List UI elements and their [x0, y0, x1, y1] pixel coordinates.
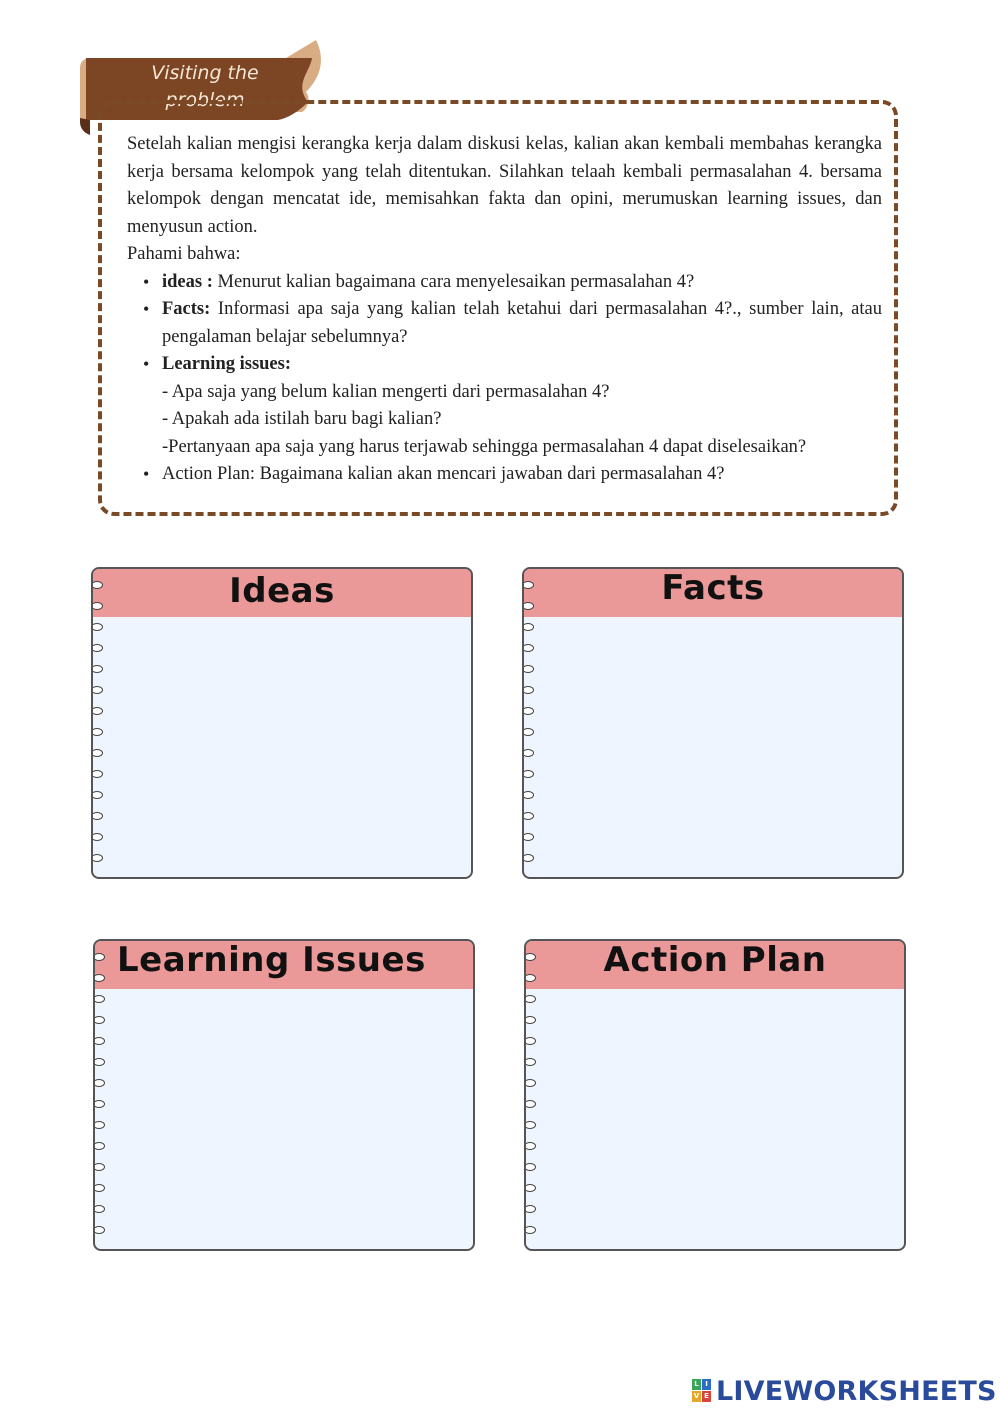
logo-mark-icon — [692, 1379, 712, 1403]
instruction-content — [127, 131, 882, 489]
bullet-text-ideas: Menurut kalian bagaimana cara menyelesaikan permasalahan 4? — [212, 271, 695, 292]
spiral-ring-icon — [93, 1142, 105, 1150]
spiral-ring-icon — [524, 974, 536, 982]
spiral-ring-icon — [91, 623, 103, 631]
bullet-text-action-plan: Action Plan: Bagaimana kalian akan mencari jawaban dari permasalahan 4? — [162, 464, 725, 484]
spiral-ring-icon — [522, 770, 534, 778]
spiral-ring-icon — [524, 1079, 536, 1087]
facts-card-rings — [522, 581, 536, 871]
spiral-ring-icon — [522, 707, 534, 715]
spiral-ring-icon — [522, 812, 534, 820]
spiral-ring-icon — [522, 833, 534, 841]
spiral-ring-icon — [93, 953, 105, 961]
spiral-ring-icon — [524, 1184, 536, 1192]
bullet-text-facts: Informasi apa saja yang kalian telah ketahui dari permasalahan 4?., sumber lain, atau pengalaman belajar sebelumnya? — [162, 299, 882, 347]
ideas-card-title: Ideas — [229, 571, 335, 611]
learning-issues-card[interactable] — [93, 939, 475, 1251]
ideas-card-rings — [91, 581, 105, 871]
spiral-ring-icon — [522, 665, 534, 673]
spiral-ring-icon — [524, 1100, 536, 1108]
spiral-ring-icon — [93, 1226, 105, 1234]
spiral-ring-icon — [91, 602, 103, 610]
spiral-ring-icon — [524, 1226, 536, 1234]
spiral-ring-icon — [522, 686, 534, 694]
liveworksheets-logo — [692, 1374, 997, 1408]
ribbon-title: Visiting the problem — [151, 62, 259, 111]
spiral-ring-icon — [93, 995, 105, 1003]
learning-issues-card-rings — [93, 953, 107, 1243]
spiral-ring-icon — [91, 707, 103, 715]
bullet-label-learning-issues: Learning issues: — [162, 354, 292, 374]
spiral-ring-icon — [524, 1142, 536, 1150]
learning-issues-card-title: Learning Issues — [117, 940, 426, 980]
learning-issue-sub-1: - Apa saja yang belum kalian mengerti dari permasalahan 4? — [162, 381, 610, 402]
spiral-ring-icon — [93, 1037, 105, 1045]
spiral-ring-icon — [524, 1205, 536, 1213]
spiral-ring-icon — [522, 581, 534, 589]
spiral-ring-icon — [93, 1100, 105, 1108]
action-plan-card-title: Action Plan — [603, 940, 827, 980]
spiral-ring-icon — [93, 974, 105, 982]
logo-mark-l: L — [692, 1379, 701, 1390]
spiral-ring-icon — [91, 728, 103, 736]
spiral-ring-icon — [91, 749, 103, 757]
spiral-ring-icon — [522, 623, 534, 631]
spiral-ring-icon — [522, 644, 534, 652]
spiral-ring-icon — [522, 728, 534, 736]
action-plan-card-rings — [524, 953, 538, 1243]
spiral-ring-icon — [93, 1121, 105, 1129]
list-item-facts — [162, 296, 882, 351]
spiral-ring-icon — [93, 1205, 105, 1213]
spiral-ring-icon — [91, 644, 103, 652]
instruction-list — [127, 269, 882, 489]
spiral-ring-icon — [522, 749, 534, 757]
spiral-ring-icon — [91, 812, 103, 820]
pahami-label: Pahami bahwa: — [127, 244, 241, 264]
spiral-ring-icon — [93, 1184, 105, 1192]
list-item-action-plan — [162, 461, 882, 489]
learning-issue-sub-3: -Pertanyaan apa saja yang harus terjawab sehingga permasalahan 4 dapat diselesaikan? — [162, 436, 807, 457]
spiral-ring-icon — [93, 1058, 105, 1066]
spiral-ring-icon — [91, 833, 103, 841]
spiral-ring-icon — [524, 953, 536, 961]
spiral-ring-icon — [524, 1058, 536, 1066]
spiral-ring-icon — [522, 602, 534, 610]
action-plan-card[interactable] — [524, 939, 906, 1251]
spiral-ring-icon — [522, 791, 534, 799]
spiral-ring-icon — [524, 1163, 536, 1171]
spiral-ring-icon — [524, 1016, 536, 1024]
spiral-ring-icon — [91, 791, 103, 799]
logo-mark-i: I — [702, 1379, 711, 1390]
ideas-card[interactable] — [91, 567, 473, 879]
bullet-label-ideas: ideas : — [162, 271, 213, 292]
facts-card[interactable] — [522, 567, 904, 879]
logo-mark-v: V — [693, 1392, 700, 1400]
learning-issue-sub-2: - Apakah ada istilah baru bagi kalian? — [162, 409, 442, 429]
spiral-ring-icon — [91, 665, 103, 673]
spiral-ring-icon — [93, 1079, 105, 1087]
logo-mark-e: E — [702, 1391, 711, 1402]
bullet-label-facts: Facts: — [162, 299, 211, 319]
list-item-learning-issues — [162, 351, 882, 461]
spiral-ring-icon — [524, 1121, 536, 1129]
spiral-ring-icon — [524, 1037, 536, 1045]
spiral-ring-icon — [524, 995, 536, 1003]
spiral-ring-icon — [91, 581, 103, 589]
spiral-ring-icon — [91, 770, 103, 778]
spiral-ring-icon — [93, 1163, 105, 1171]
spiral-ring-icon — [522, 854, 534, 862]
intro-paragraph: Setelah kalian mengisi kerangka kerja dalam diskusi kelas, kalian akan kembali membahas kerangka kerja bersama kelompok yang telah ditentukan. Silahkan telaah kembali permasalahan 4. bersama kelompok dengan mencatat ide, memisahkan fakta dan opini, merumuskan learning issues, dan menyusun action. — [127, 134, 882, 237]
spiral-ring-icon — [91, 854, 103, 862]
logo-text: LIVEWORKSHEETS — [716, 1375, 997, 1407]
facts-card-title: Facts — [661, 568, 765, 608]
list-item-ideas — [162, 269, 882, 297]
spiral-ring-icon — [91, 686, 103, 694]
spiral-ring-icon — [93, 1016, 105, 1024]
